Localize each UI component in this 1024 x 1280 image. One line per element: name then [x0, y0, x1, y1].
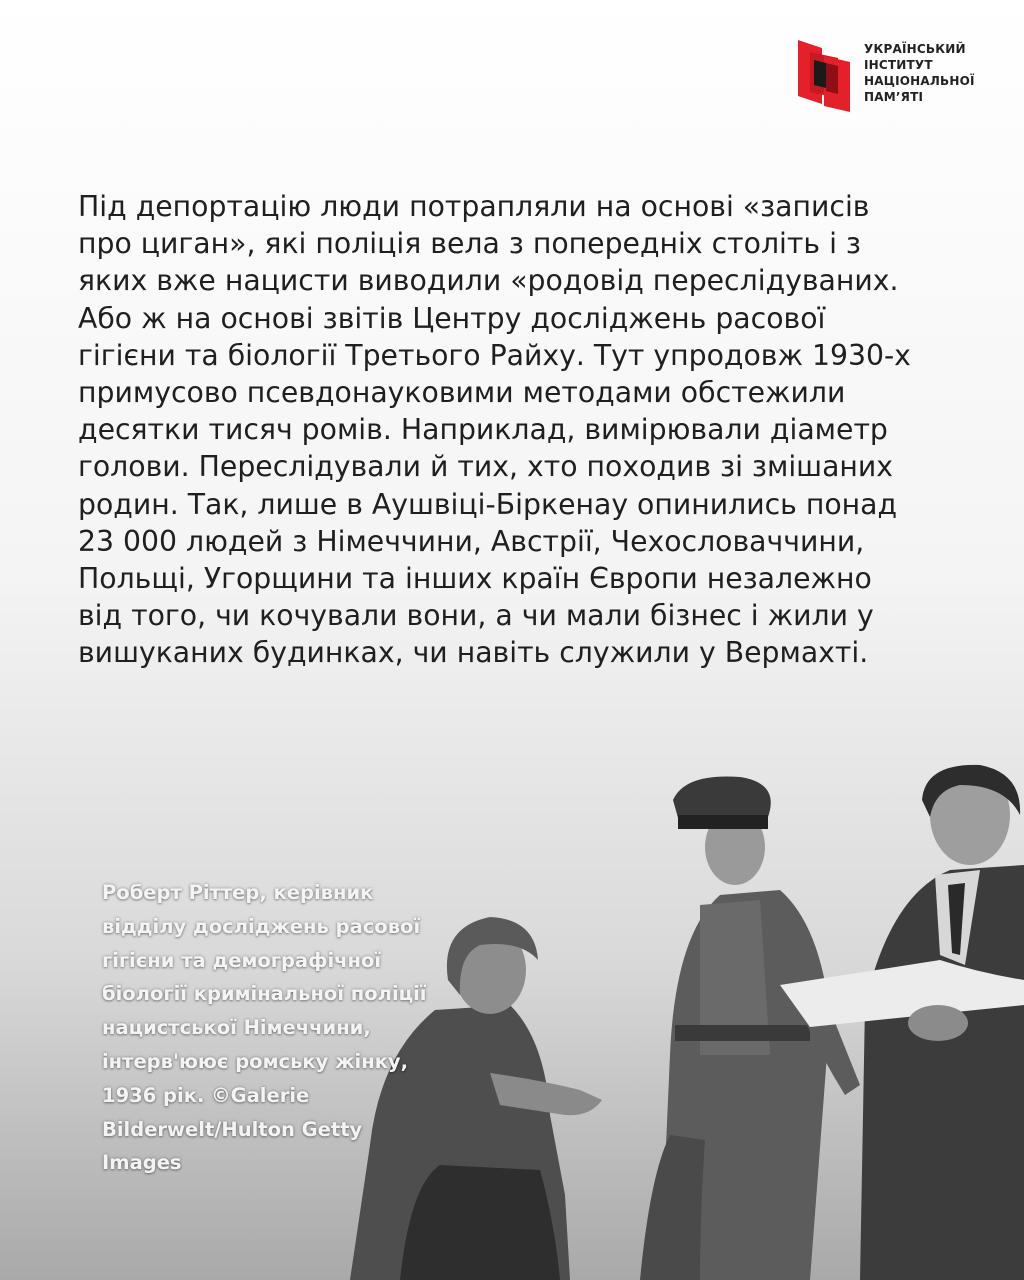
logo-line: НАЦІОНАЛЬНОЇ	[864, 74, 975, 88]
article-line: Або ж на основі звітів Центру досліджень расової	[78, 301, 826, 335]
article-line: від того, чи кочували вони, а чи мали бізнес і жили у	[78, 599, 874, 633]
caption-line: біології кримінальної поліції	[102, 982, 427, 1006]
article-line: вишуканих будинках, чи навіть служили у Вермахті.	[78, 636, 869, 670]
article-line: Польщі, Угорщини та інших країн Європи незалежно	[78, 562, 872, 596]
article-line: гігієни та біології Третього Райху. Тут упродовж 1930-х	[78, 338, 911, 372]
article-line: яких вже нацисти виводили «родовід переслідуваних.	[78, 264, 899, 298]
article-line: голови. Переслідували й тих, хто походив зі змішаних	[78, 450, 894, 484]
photo-caption	[102, 876, 462, 1180]
article-line: родин. Так, лише в Аушвіці-Біркенау опинились понад	[78, 487, 898, 521]
article-line: примусово псевдонауковими методами обстежили	[78, 376, 846, 410]
caption-line: 1936 рік. ©Galerie	[102, 1083, 310, 1107]
caption-line: Роберт Ріттер, керівник	[102, 881, 374, 904]
officer-figure	[640, 776, 860, 1280]
article-line: Під депортацію люди потрапляли на основі «записів	[78, 190, 870, 223]
logo-line: УКРАЇНСЬКИЙ	[864, 42, 966, 56]
institute-logo	[796, 38, 996, 118]
caption-line: гігієни та демографічної	[102, 948, 382, 972]
caption-line: Images	[102, 1151, 182, 1175]
caption-line: інтерв'юює ромську жінку,	[102, 1049, 409, 1073]
logo-line: ПАМ’ЯТІ	[864, 90, 924, 104]
caption-line: нацистської Німеччини,	[102, 1016, 371, 1040]
article-line: про циган», які поліція вела з попередніх століть і з	[78, 227, 861, 261]
article-line: 23 000 людей з Німеччини, Австрії, Чехословаччини,	[78, 524, 865, 558]
caption-line: відділу досліджень расової	[102, 914, 421, 938]
article-text	[78, 188, 978, 672]
man-figure	[780, 765, 1024, 1280]
logo-text	[864, 41, 996, 105]
logo-mark-icon	[796, 38, 852, 114]
article-line: десятки тисяч ромів. Наприклад, вимірювали діаметр	[78, 413, 888, 447]
caption-line: Bilderwelt/Hulton Getty	[102, 1117, 363, 1141]
logo-line: ІНСТИТУТ	[864, 58, 933, 72]
